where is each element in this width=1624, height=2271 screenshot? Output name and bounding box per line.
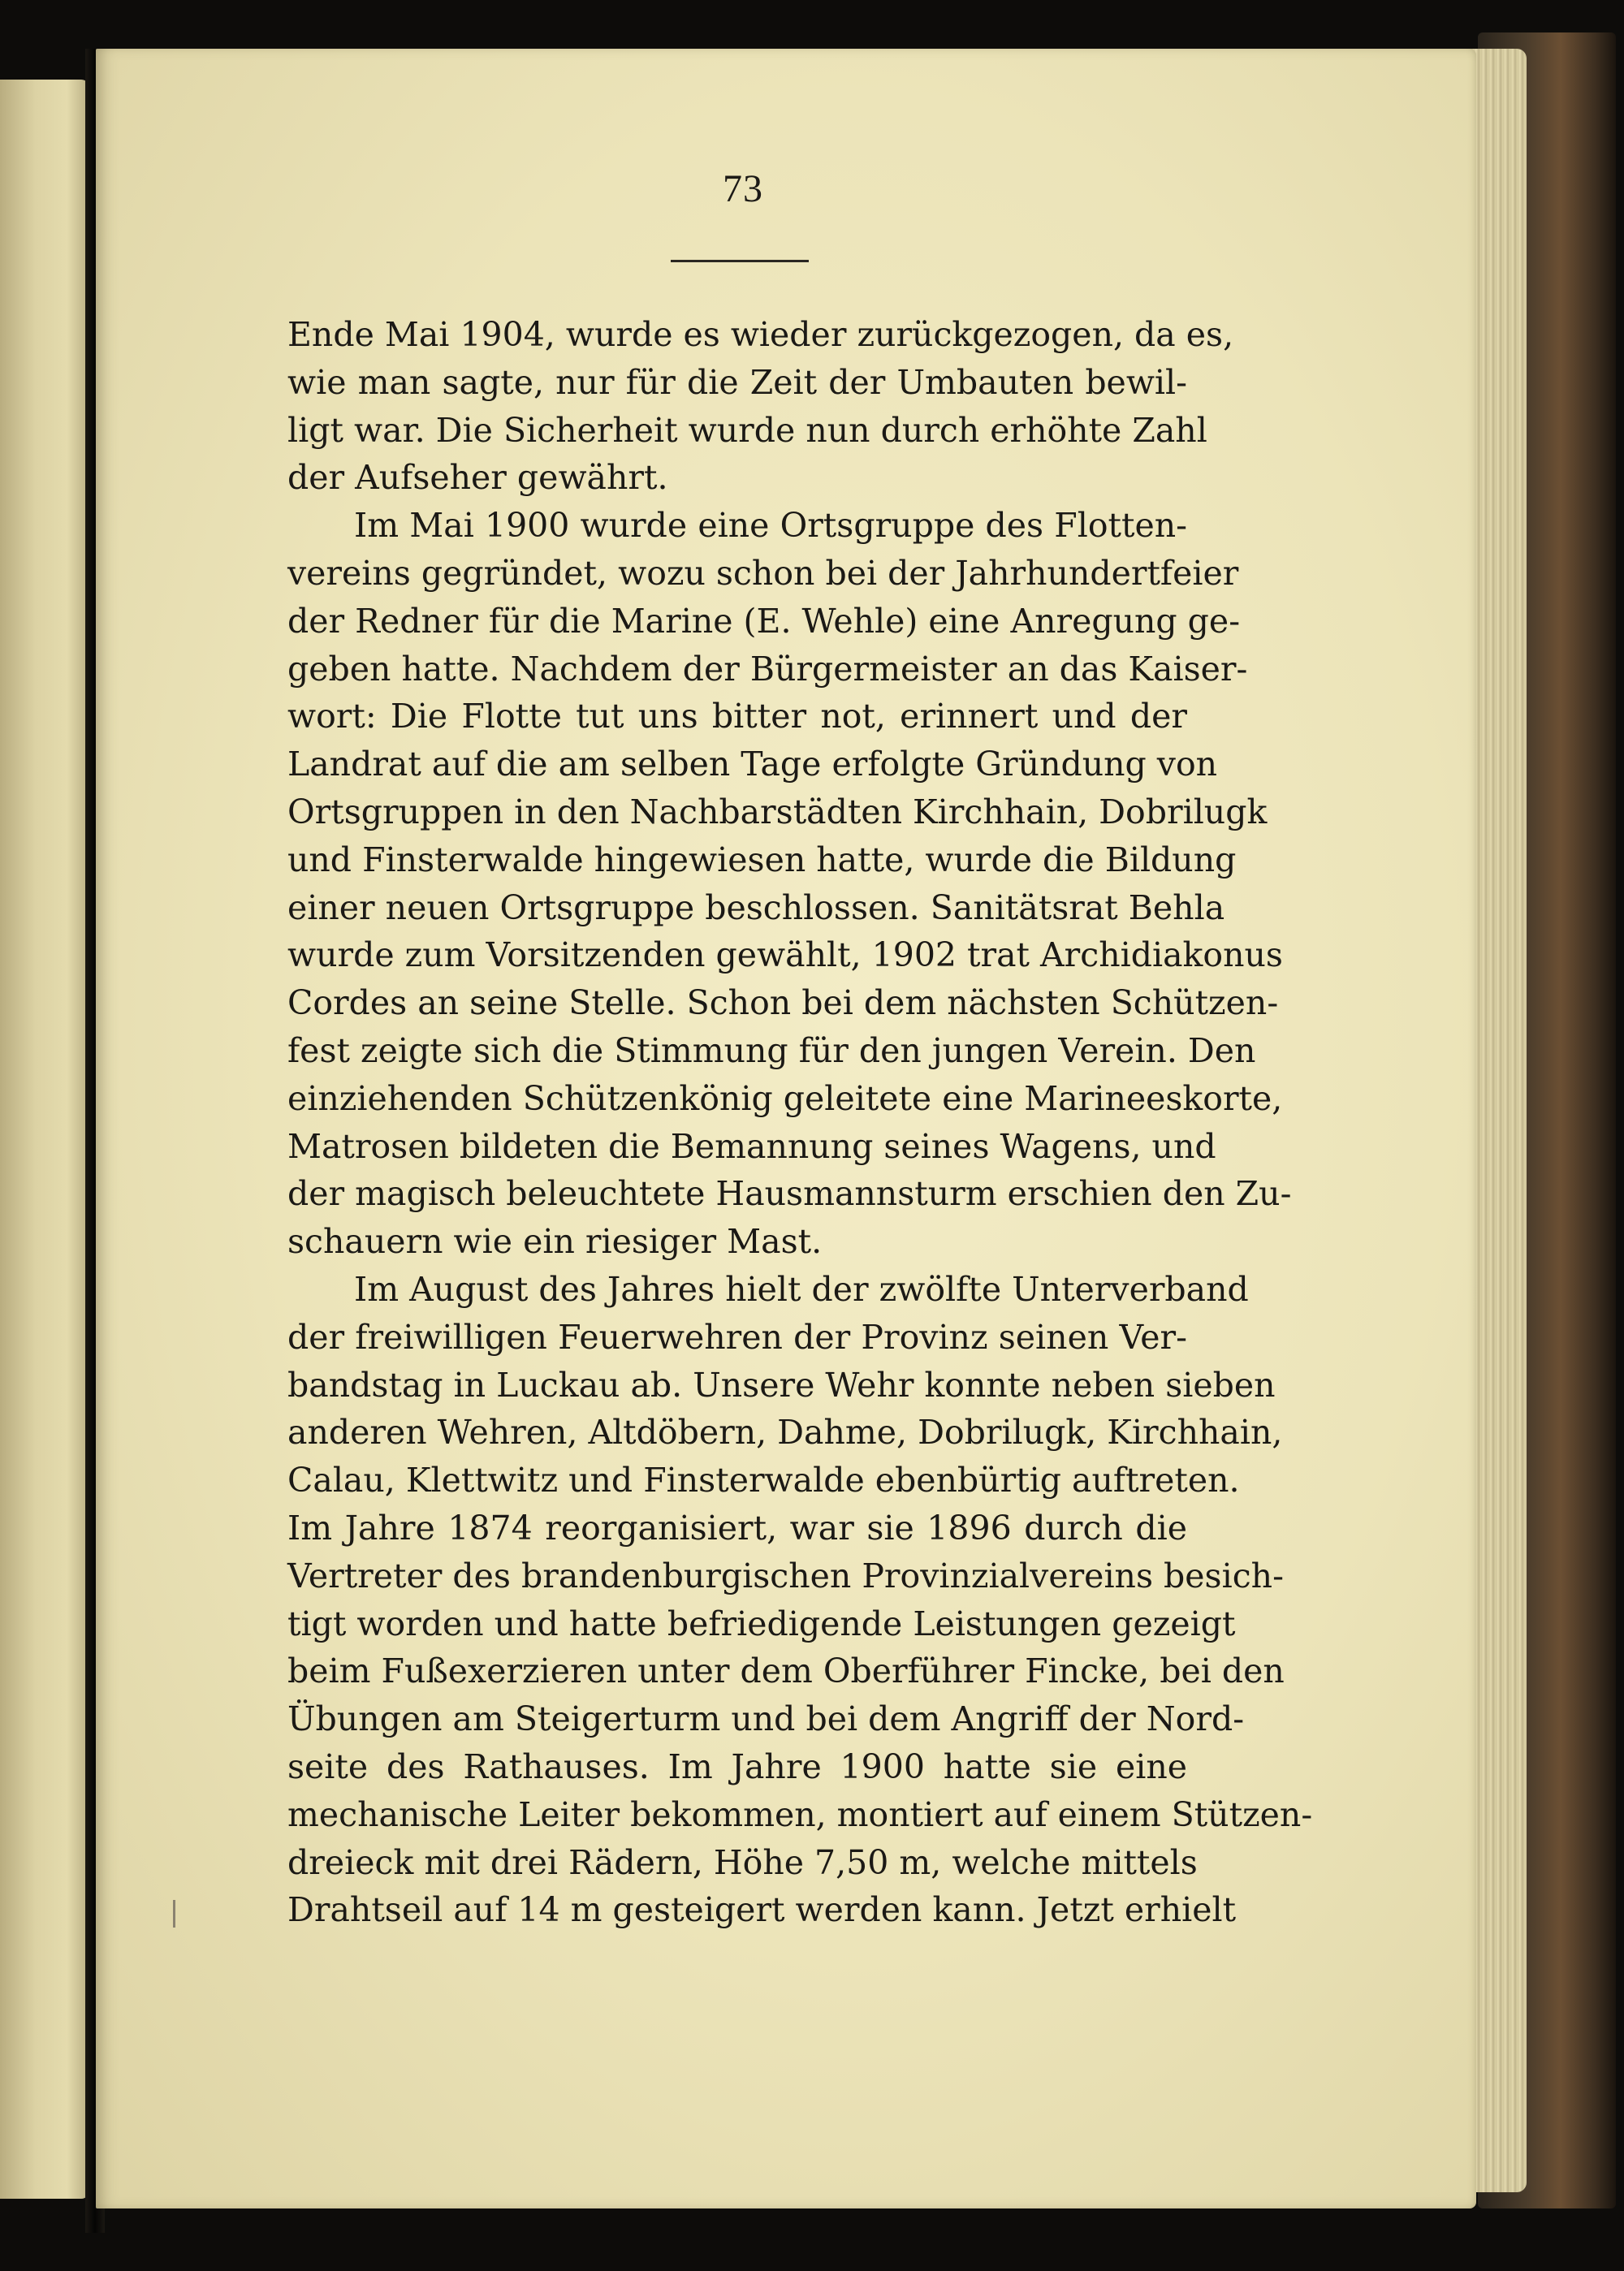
text-line: seite des Rathauses. Im Jahre 1900 hatte sie eine <box>287 1746 1187 1786</box>
text-line: schauern wie ein riesiger Mast. <box>287 1222 823 1262</box>
text-line: Calau, Klettwitz und Finsterwalde ebenbürtig auftreten. <box>287 1461 1240 1500</box>
text-line: der freiwilligen Feuerwehren der Provinz seinen Ver- <box>287 1317 1187 1357</box>
margin-mark <box>173 1900 175 1928</box>
body-text <box>287 311 1313 1934</box>
previous-page-edge <box>0 80 89 2199</box>
text-line: bandstag in Luckau ab. Unsere Wehr konnte neben sieben <box>287 1365 1276 1405</box>
text-line: tigt worden und hatte befriedigende Leistungen gezeigt <box>287 1604 1236 1643</box>
text-line: Matrosen bildeten die Bemannung seines Wagens, und <box>287 1126 1216 1166</box>
text-line: der Aufseher gewährt. <box>287 458 668 498</box>
text-line: anderen Wehren, Altdöbern, Dahme, Dobrilugk, Kirchhain, <box>287 1413 1283 1453</box>
text-line: Übungen am Steigerturm und bei dem Angriff der Nord- <box>287 1699 1245 1739</box>
text-line: Landrat auf die am selben Tage erfolgte Gründung von <box>287 745 1218 784</box>
text-line: fest zeigte sich die Stimmung für den jungen Verein. Den <box>287 1030 1256 1070</box>
text-line: vereins gegründet, wozu schon bei der Jahrhundertfeier <box>287 553 1239 593</box>
text-line: und Finsterwalde hingewiesen hatte, wurde die Bildung <box>287 840 1237 879</box>
text-line: einziehenden Schützenkönig geleitete eine Marineeskorte, <box>287 1078 1283 1118</box>
text-line: mechanische Leiter bekommen, montiert auf einem Stützen- <box>287 1794 1313 1834</box>
text-line: Im August des Jahres hielt der zwölfte Unterverband <box>354 1269 1249 1309</box>
text-line: der magisch beleuchtete Hausmannsturm erschien den Zu- <box>287 1174 1292 1214</box>
text-line: dreieck mit drei Rädern, Höhe 7,50 m, welche mittels <box>287 1842 1198 1882</box>
text-line: Drahtseil auf 14 m gesteigert werden kann. Jetzt erhielt <box>287 1890 1237 1930</box>
text-line: beim Fußexerzieren unter dem Oberführer Fincke, bei den <box>287 1651 1285 1691</box>
text-line: Im Jahre 1874 reorganisiert, war sie 1896 durch die <box>287 1508 1187 1548</box>
text-line: Cordes an seine Stelle. Schon bei dem nächsten Schützen- <box>287 983 1279 1023</box>
text-line: geben hatte. Nachdem der Bürgermeister an das Kaiser- <box>287 649 1248 689</box>
page-number-rule <box>671 260 809 262</box>
text-line: ligt war. Die Sicherheit wurde nun durch erhöhte Zahl <box>287 410 1207 450</box>
text-line: wie man sagte, nur für die Zeit der Umbauten bewil- <box>287 362 1187 402</box>
text-line: einer neuen Ortsgruppe beschlossen. Sanitätsrat Behla <box>287 887 1225 927</box>
text-line: wurde zum Vorsitzenden gewählt, 1902 trat Archidiakonus <box>287 935 1283 975</box>
text-line: Ende Mai 1904, wurde es wieder zurückgezogen, da es, <box>287 315 1234 354</box>
text-line: Vertreter des brandenburgischen Provinzialvereins besich- <box>287 1556 1284 1595</box>
text-line: Im Mai 1900 wurde eine Ortsgruppe des Flotten- <box>354 506 1187 546</box>
text-line: Ortsgruppen in den Nachbarstädten Kirchhain, Dobrilugk <box>287 792 1268 831</box>
page-number: 73 <box>723 167 763 210</box>
text-line: der Redner für die Marine (E. Wehle) eine Anregung ge- <box>287 601 1241 641</box>
text-line: wort: Die Flotte tut uns bitter not, erinnert und der <box>287 697 1187 736</box>
